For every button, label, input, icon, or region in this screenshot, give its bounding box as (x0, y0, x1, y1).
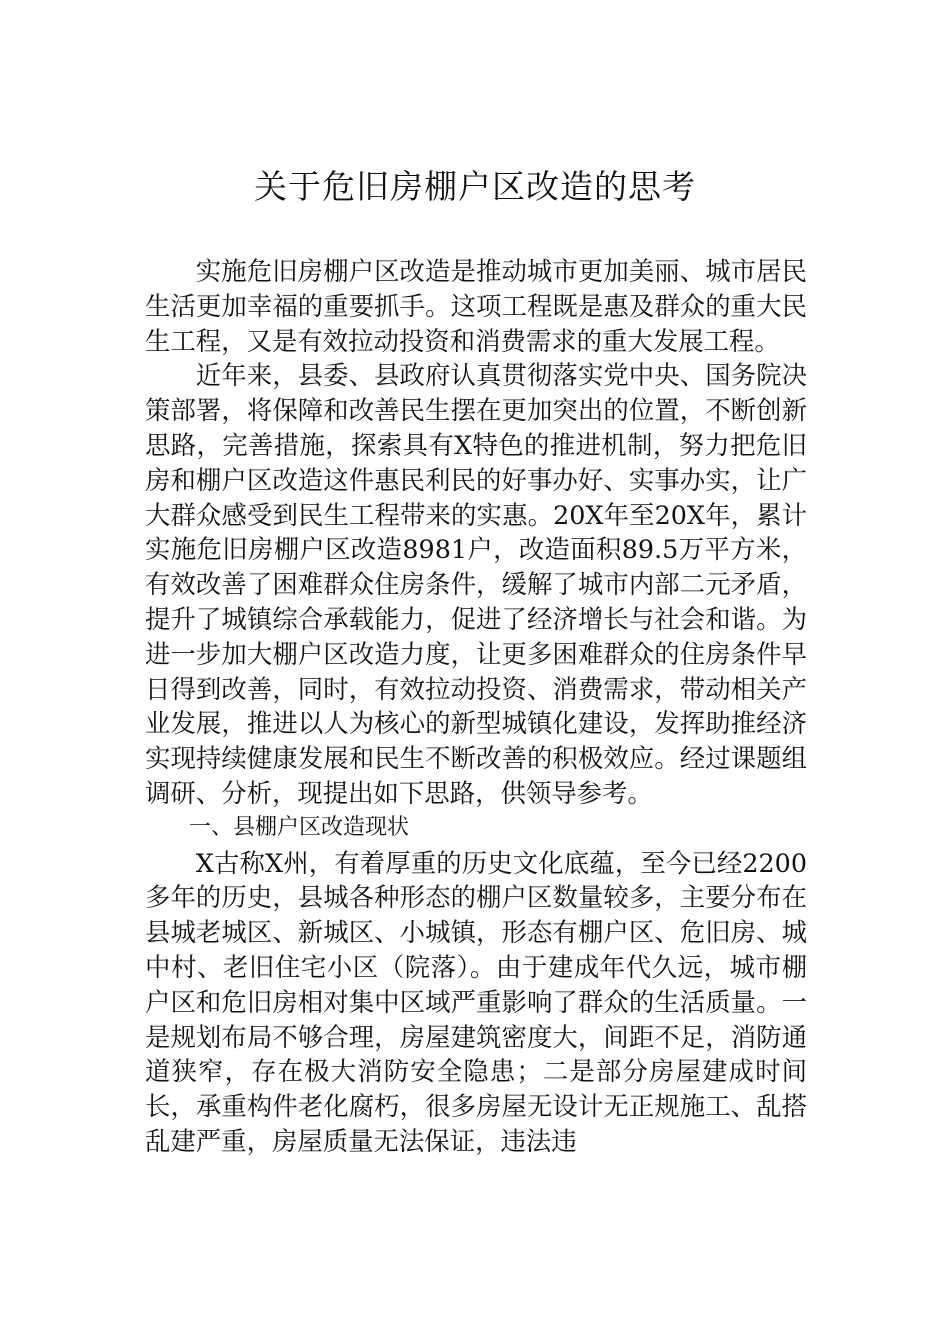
document-title: 关于危旧房棚户区改造的思考 (254, 167, 696, 206)
paragraph-intro: 实施危旧房棚户区改造是推动城市更加美丽、城市居民生活更加幸福的重要抓手。这项工程既是惠及群众的重大民生工程，又是有效拉动投资和消费需求的重大发展工程。 (145, 256, 807, 356)
paragraph-current-status: X古称X州，有着厚重的历史文化底蕴，至今已经2200多年的历史，县城各种形态的棚户区数量较多，主要分布在县城老城区、新城区、小城镇，形态有棚户区、危旧房、城中村、老旧住宅小区（院落）。由于建成年代久远，城市棚户区和危旧房相对集中区域严重影响了群众的生活质量。一是规划布局不够合理，房屋建筑密度大，间距不足，消防通道狭窄，存在极大消防安全隐患；二是部分房屋建成时间长，承重构件老化腐朽，很多房屋无设计无正规施工、乱搭乱建严重，房屋质量无法保证，违法违 (145, 847, 807, 1156)
paragraph-background: 近年来，县委、县政府认真贯彻落实党中央、国务院决策部署，将保障和改善民生摆在更加突出的位置，不断创新思路，完善措施，探索具有X特色的推进机制，努力把危旧房和棚户区改造这件惠民利民的好事办好、实事办实，让广大群众感受到民生工程带来的实惠。20X年至20X年，累计实施危旧房棚户区改造8981户，改造面积89.5万平方米，有效改善了困难群众住房条件，缓解了城市内部二元矛盾，提升了城镇综合承载能力，促进了经济增长与社会和谐。为进一步加大棚户区改造力度，让更多困难群众的住房条件早日得到改善，同时，有效拉动投资、消费需求，带动相关产业发展，推进以人为核心的新型城镇化建设，发挥助推经济实现持续健康发展和民生不断改善的积极效应。经过课题组调研、分析，现提出如下思路，供领导参考。 (145, 360, 807, 808)
section-heading: 一、县棚户区改造现状 (189, 814, 410, 840)
document-body (145, 254, 807, 1159)
